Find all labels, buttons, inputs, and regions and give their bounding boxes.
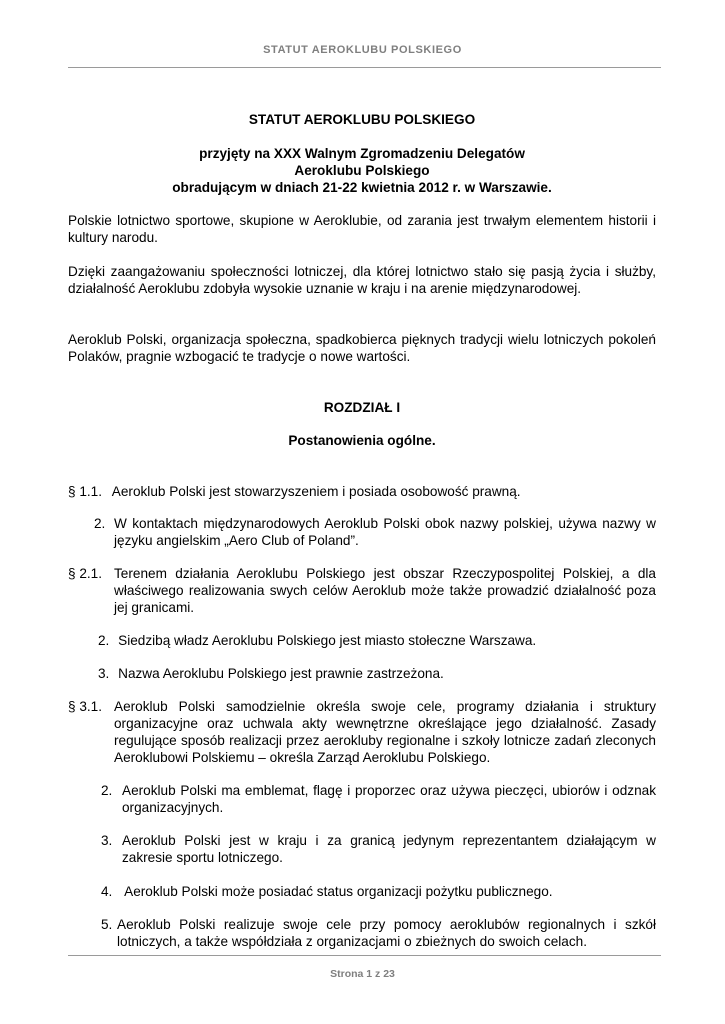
preamble-paragraph-1: Polskie lotnictwo sportowe, skupione w Aeroklubie, od zarania jest trwałym elementem historii i kultury narodu. — [68, 213, 656, 245]
section-text: Aeroklub Polski ma emblemat, flagę i proporzec oraz używa pieczęci, ubiorów i odznak organizacyjnych. — [122, 783, 656, 815]
section-2-2 — [98, 632, 656, 649]
chapter-title: Postanowienia ogólne. — [288, 433, 436, 448]
header-rule — [68, 67, 661, 68]
section-number: § 3.1. — [68, 699, 103, 714]
section-text: Siedzibą władz Aeroklubu Polskiego jest miasto stołeczne Warszawa. — [118, 633, 537, 648]
document-title: STATUT AEROKLUBU POLSKIEGO — [248, 112, 476, 127]
subtitle-line-1: przyjęty na XXX Walnym Zgromadzeniu Delegatów — [199, 146, 525, 161]
section-3-5 — [101, 916, 656, 950]
section-1-2 — [94, 515, 656, 549]
section-3-1 — [68, 698, 656, 766]
section-text: Nazwa Aeroklubu Polskiego jest prawnie zastrzeżona. — [118, 666, 444, 681]
section-1-1 — [68, 483, 656, 500]
section-number: 3. — [101, 833, 113, 848]
section-text: Aeroklub Polski jest w kraju i za granicą jedynym reprezentantem działającym w zakresie sportu lotniczego. — [122, 833, 656, 865]
running-header: STATUT AEROKLUBU POLSKIEGO — [263, 44, 462, 56]
section-2-1 — [68, 565, 656, 616]
subtitle-line-3: obradującym w dniach 21-22 kwietnia 2012 r. w Warszawie. — [172, 180, 552, 195]
chapter-number: ROZDZIAŁ I — [323, 400, 401, 415]
section-number: 3. — [98, 666, 110, 681]
section-3-2 — [101, 782, 656, 816]
section-text: Aeroklub Polski realizuje swoje cele przy pomocy aeroklubów regionalnych i szkół lotniczych, a także współdziała z organizacjami o zbieżnych do swoich celach. — [117, 917, 656, 949]
section-3-3 — [101, 832, 656, 866]
section-number: 5. — [101, 917, 113, 932]
section-number: 2. — [98, 633, 110, 648]
preamble-paragraph-2: Dzięki zaangażowaniu społeczności lotniczej, dla której lotnictwo stało się pasją życia i służby, działalność Aeroklubu zdobyła wysokie uznanie w kraju i na arenie międzynarodowej. — [68, 264, 656, 296]
section-text: Aeroklub Polski samodzielnie określa swoje cele, programy działania i struktury organizacyjne oraz uchwala akty wewnętrzne określające jego działalność. Zasady regulujące sposób realizacji przez aerokluby regionalne i szkoły lotnicze zadań zleconych Aeroklubowi Polskiemu – określa Zarząd Aeroklubu Polskiego. — [114, 699, 656, 765]
section-number: 4. — [101, 884, 113, 899]
section-3-4 — [101, 883, 656, 900]
preamble-paragraph-3: Aeroklub Polski, organizacja społeczna, spadkobierca pięknych tradycji wielu lotniczych pokoleń Polaków, pragnie wzbogacić te tradycje o nowe wartości. — [68, 332, 656, 364]
section-number: § 1.1. — [68, 484, 103, 499]
page-number: Strona 1 z 23 — [330, 968, 395, 980]
footer-rule — [68, 955, 661, 956]
section-text: Aeroklub Polski jest stowarzyszeniem i posiada osobowość prawną. — [111, 484, 521, 499]
section-text: Aeroklub Polski może posiadać status organizacji pożytku publicznego. — [124, 884, 553, 899]
section-2-3 — [98, 665, 656, 682]
subtitle-line-2: Aeroklubu Polskiego — [294, 163, 430, 178]
section-number: § 2.1. — [68, 566, 103, 581]
section-text: Terenem działania Aeroklubu Polskiego jest obszar Rzeczypospolitej Polskiej, a dla właściwego realizowania swych celów Aeroklub może także prowadzić działalność poza jej granicami. — [114, 566, 656, 615]
section-text: W kontaktach międzynarodowych Aeroklub Polski obok nazwy polskiej, używa nazwy w języku angielskim „Aero Club of Poland”. — [114, 516, 656, 548]
section-number: 2. — [94, 516, 106, 531]
section-number: 2. — [101, 783, 113, 798]
